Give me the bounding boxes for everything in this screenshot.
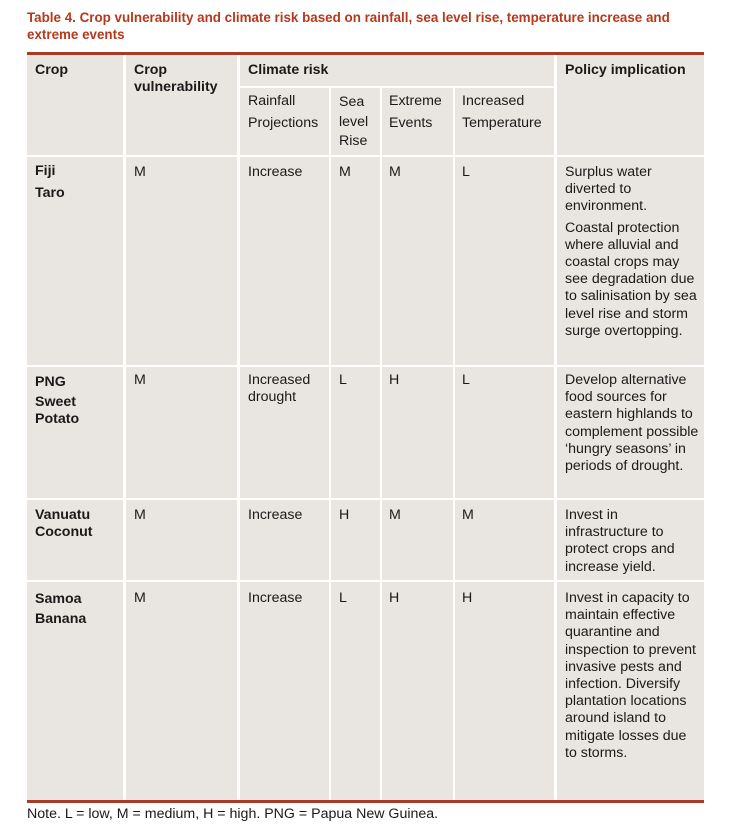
crop-name: Taro	[35, 184, 65, 201]
temperature-cell: L	[462, 372, 470, 388]
crop-name: Banana	[35, 610, 87, 627]
vulnerability-cell: M	[134, 372, 146, 388]
extreme-cell: M	[389, 507, 401, 523]
crop-cell	[35, 372, 115, 428]
row-divider	[27, 498, 704, 500]
extreme-cell: H	[389, 590, 400, 606]
crop-name: Sweet Potato	[35, 393, 80, 427]
rainfall-cell: Increase	[248, 590, 303, 606]
sea-level-cell: H	[339, 507, 350, 523]
crop-cell	[35, 161, 115, 204]
crop-country: Samoa	[35, 591, 82, 607]
sea-level-cell: L	[339, 590, 347, 606]
col-divider	[123, 55, 126, 800]
header-vulnerability: Crop vulnerability	[134, 62, 218, 96]
col-divider	[329, 87, 331, 800]
policy-text: Coastal protection where alluvial and coastal crops may see degradation due to salinisation by sea level rise and storm surge overtopping.	[565, 219, 697, 339]
sea-level-cell: L	[339, 372, 347, 388]
crop-climate-table	[27, 52, 704, 803]
crop-country: PNG	[35, 374, 66, 390]
vulnerability-cell: M	[134, 590, 146, 606]
col-divider	[453, 87, 455, 800]
temperature-cell: M	[462, 507, 474, 523]
policy-text: Invest in capacity to maintain effective quarantine and inspection to prevent invasive pests and infection. Diversify plantation locations around island to mitigate losses due to storms.	[565, 590, 696, 761]
table-caption: Table 4. Crop vulnerability and climate risk based on rainfall, sea level rise, temperature increase and extreme events	[27, 10, 670, 42]
header-climate-risk: Climate risk	[248, 62, 329, 78]
row-divider	[27, 155, 704, 157]
row-divider	[27, 365, 704, 367]
row-divider	[27, 580, 704, 582]
rainfall-cell: Increase	[248, 164, 303, 180]
header-extreme: Extreme Events	[389, 93, 442, 131]
sea-level-cell: M	[339, 164, 351, 180]
crop-country: Fiji	[35, 163, 56, 179]
policy-text: Develop alternative food sources for eastern highlands to complement possible ‘hungry seasons’ in periods of drought.	[565, 372, 699, 475]
temperature-cell: L	[462, 164, 470, 180]
header-crop: Crop	[35, 62, 69, 78]
policy-cell	[565, 590, 700, 766]
col-divider	[380, 87, 382, 800]
crop-cell	[35, 507, 115, 541]
table-note: Note. L = low, M = medium, H = high. PNG = Papua New Guinea.	[27, 806, 439, 822]
policy-text: Surplus water diverted to environment.	[565, 164, 652, 215]
extreme-cell: H	[389, 372, 400, 388]
crop-cell	[35, 589, 115, 628]
rainfall-cell: Increase	[248, 507, 303, 523]
col-divider	[237, 55, 240, 800]
policy-cell	[565, 372, 700, 479]
header-divider	[239, 86, 554, 88]
crop-country: Vanuatu	[35, 507, 91, 523]
rainfall-cell: Increased drought	[248, 372, 311, 406]
policy-text: Invest in infrastructure to protect crops and increase yield.	[565, 507, 675, 575]
crop-name: Coconut	[35, 524, 93, 541]
header-policy: Policy implication	[565, 62, 686, 78]
header-temperature: Increased Temperature	[462, 93, 542, 131]
header-sea-level: Sea level Rise	[339, 94, 369, 149]
col-divider	[554, 55, 557, 800]
extreme-cell: M	[389, 164, 401, 180]
header-rainfall: Rainfall Projections	[248, 93, 319, 131]
vulnerability-cell: M	[134, 507, 146, 523]
policy-cell	[565, 164, 700, 344]
policy-cell	[565, 507, 700, 580]
vulnerability-cell: M	[134, 164, 146, 180]
temperature-cell: H	[462, 590, 473, 606]
